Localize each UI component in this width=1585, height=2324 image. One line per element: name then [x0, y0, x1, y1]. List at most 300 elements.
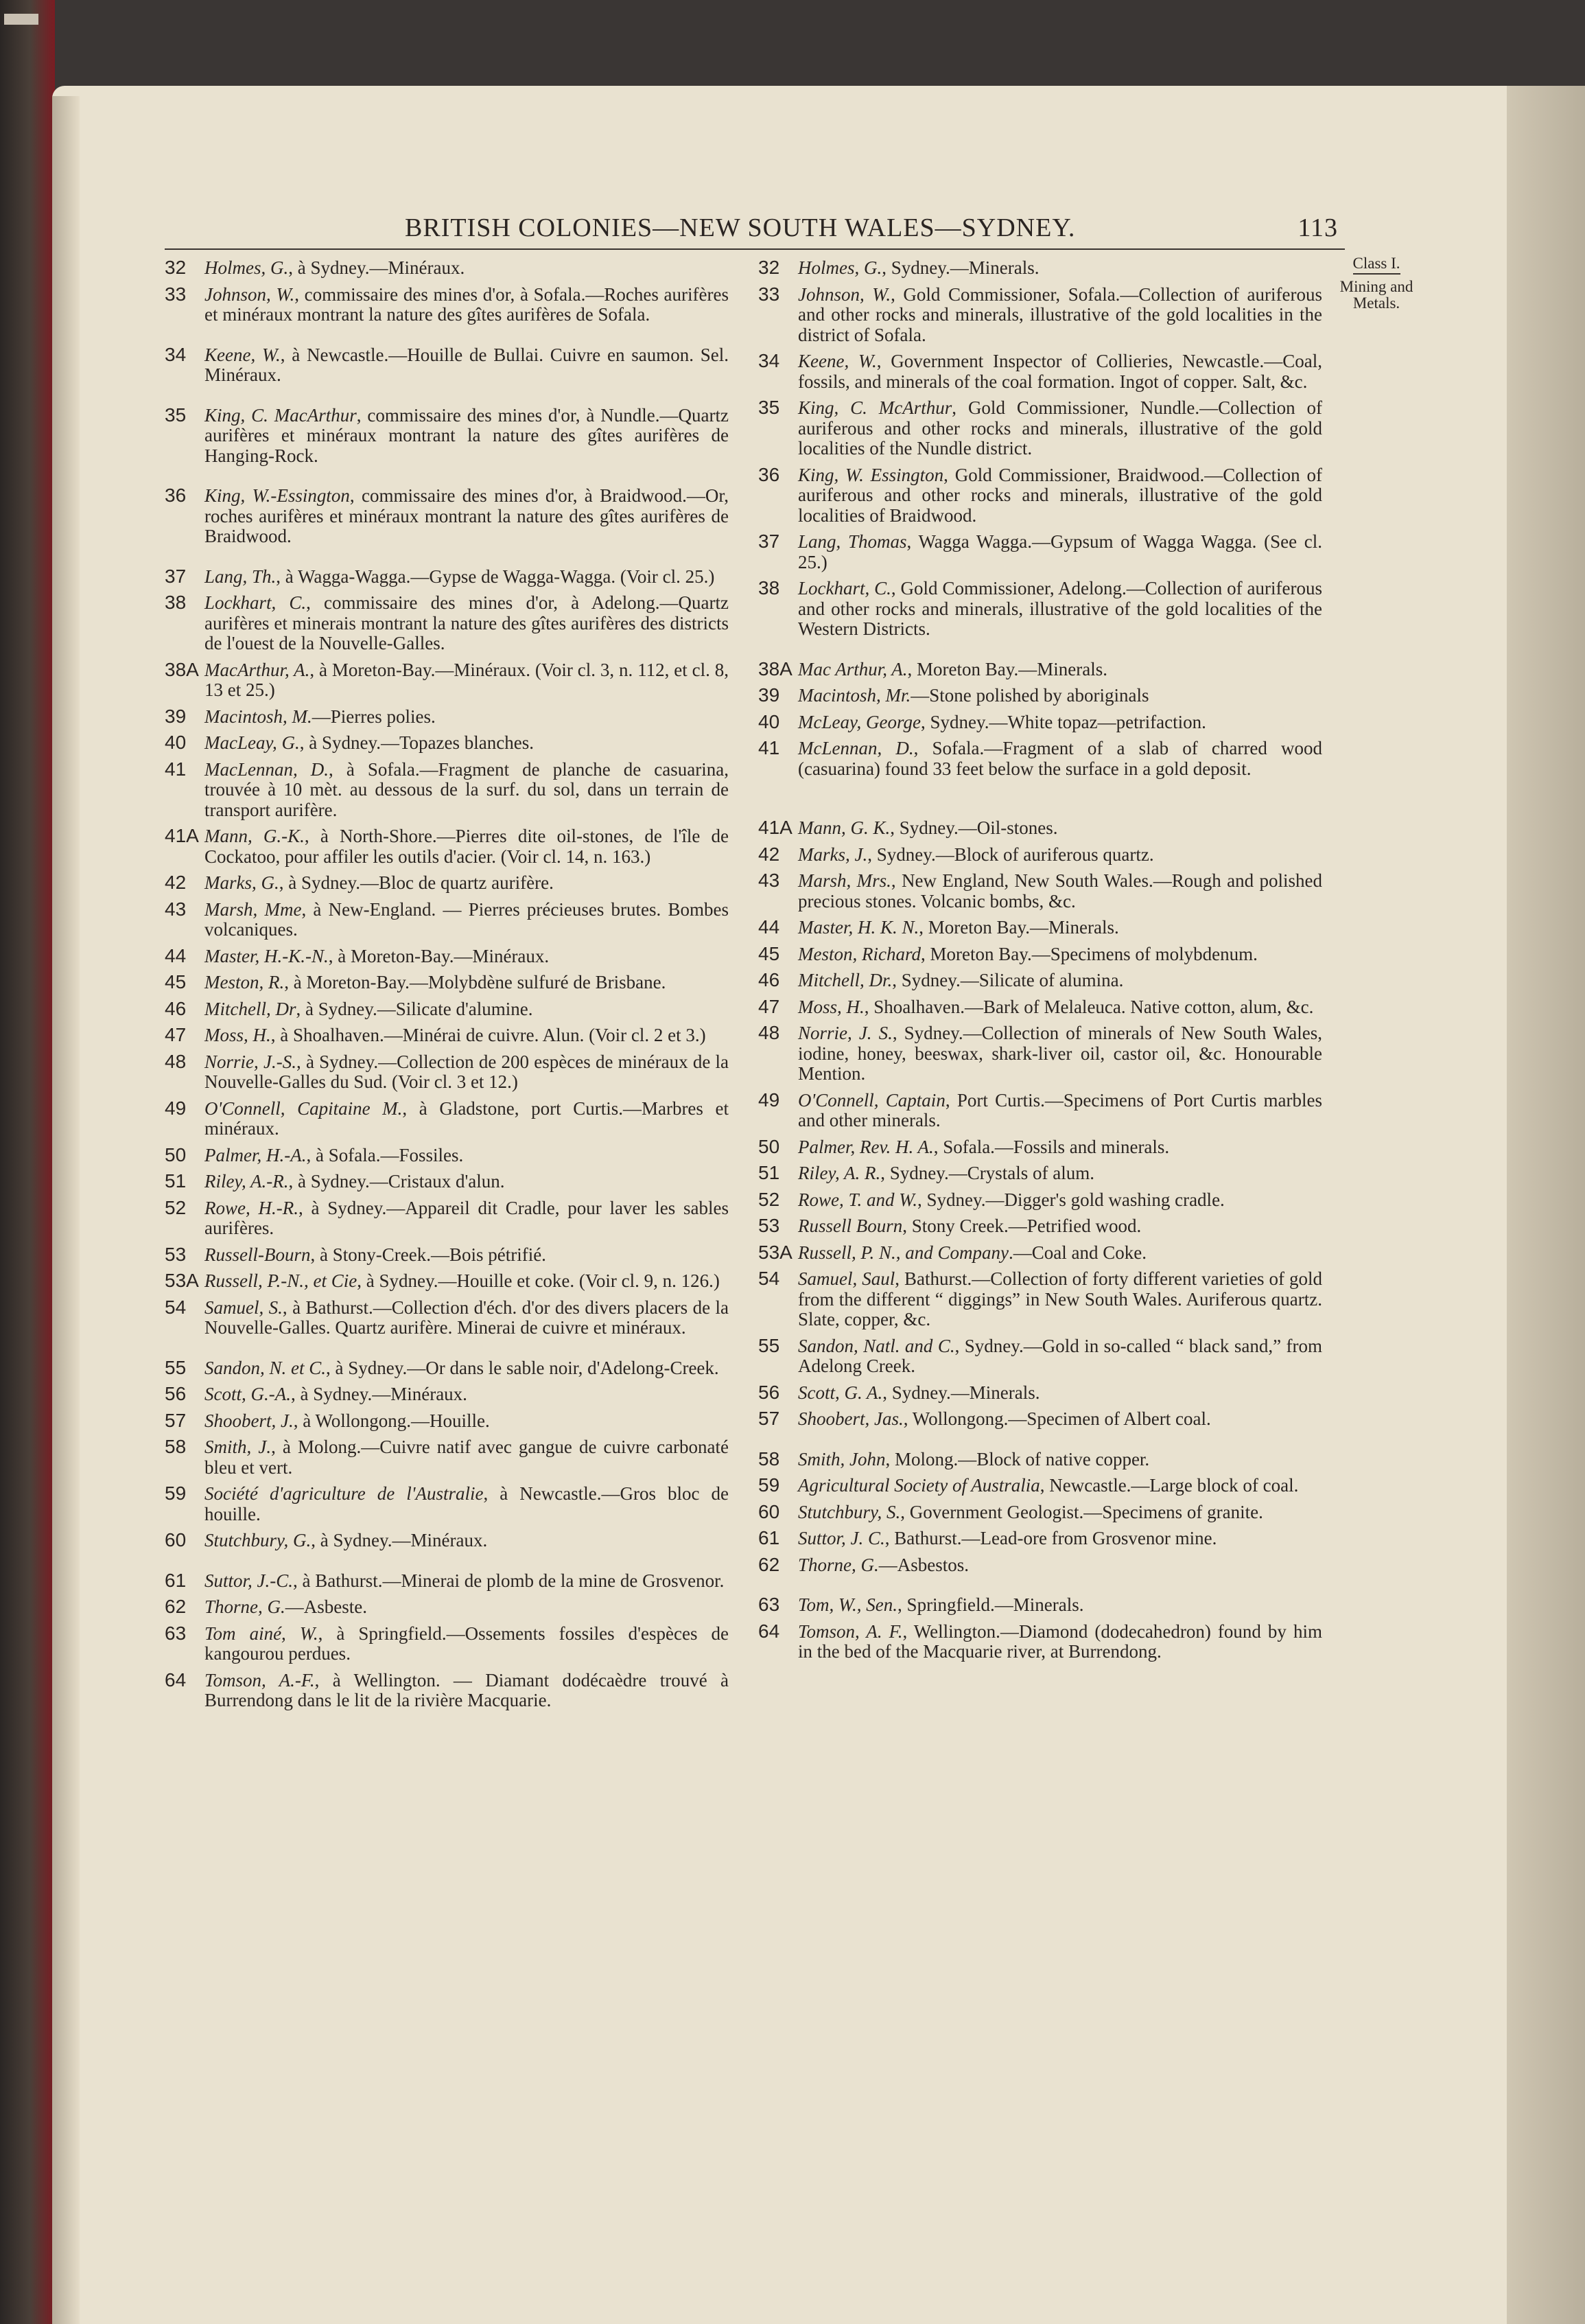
catalogue-entry [165, 872, 729, 894]
entry-number: 61 [758, 1527, 780, 1548]
entry-description: , à Sydney.—Cristaux d'alun. [288, 1171, 505, 1192]
exhibitor-name: Riley, A.-R. [204, 1171, 289, 1192]
entry-number: 57 [165, 1409, 187, 1431]
entry-number: 61 [165, 1569, 187, 1591]
entry-description: , à Bathurst.—Minerai de plomb de la mine de Grosvenor. [293, 1570, 725, 1591]
entry-number: 50 [758, 1135, 780, 1157]
exhibitor-name: Johnson, W. [798, 283, 891, 305]
entry-description: , à Sydney.—Minéraux. [311, 1530, 488, 1550]
catalogue-entry [165, 732, 729, 754]
entry-number: 56 [165, 1383, 187, 1404]
catalogue-entry [165, 706, 729, 728]
entry-number: 50 [165, 1143, 187, 1165]
entry-number: 62 [758, 1553, 780, 1575]
entry-description: , Sydney.—Minerals. [882, 257, 1040, 278]
entry-number: 41 [165, 758, 187, 780]
entry-description: , à Moreton-Bay.—Minéraux. [328, 945, 550, 966]
entry-number: 45 [758, 942, 780, 964]
entry-number: 42 [165, 872, 187, 893]
entry-description: , à Newcastle.—Gros bloc de houille. [204, 1483, 729, 1524]
entry-description: .—Coal and Coke. [1009, 1242, 1147, 1263]
exhibitor-name: Master, H.-K.-N. [204, 945, 329, 966]
entry-description: , à Sydney.—Silicate d'alumine. [296, 998, 533, 1019]
exhibitor-name: McLennan, D. [798, 738, 914, 758]
entry-description: , à Stony-Creek.—Bois pétrifié. [310, 1244, 546, 1265]
entry-description: , Wollongong.—Specimen of Albert coal. [903, 1408, 1211, 1429]
entry-description: , Government Geologist.—Specimens of granite. [900, 1501, 1263, 1522]
exhibitor-name: Thorne, G. [204, 1596, 285, 1617]
book-cover-edge [0, 0, 55, 2324]
exhibitor-name: Samuel, Saul [798, 1268, 895, 1289]
catalogue-entry [758, 1216, 1322, 1237]
entry-number: 53 [165, 1243, 187, 1265]
catalogue-entry [165, 345, 729, 386]
catalogue-entry [758, 1090, 1322, 1131]
entry-number: 52 [758, 1188, 780, 1210]
entry-number: 49 [758, 1089, 780, 1111]
exhibitor-name: Master, H. K. N. [798, 917, 919, 938]
class-category: Mining and Metals. [1339, 278, 1413, 312]
exhibitor-name: Macintosh, M. [204, 706, 312, 727]
exhibitor-name: Suttor, J. C. [798, 1528, 885, 1548]
entry-number: 58 [758, 1448, 780, 1469]
entry-description: , Sofala.—Fossils and minerals. [933, 1136, 1170, 1157]
exhibitor-name: McLeay, George [798, 711, 921, 732]
catalogue-entry [758, 1137, 1322, 1158]
entry-description: , à Molong.—Cuivre natif avec gangue de cuivre carbonaté bleu et vert. [204, 1437, 729, 1478]
exhibitor-name: Mac Arthur, A. [798, 658, 908, 679]
exhibitor-name: Norrie, J. S. [798, 1023, 893, 1043]
entry-number: 53A [758, 1241, 792, 1263]
catalogue-entry [758, 1163, 1322, 1184]
entry-number: 41A [165, 825, 199, 846]
catalogue-entry [758, 351, 1322, 392]
catalogue-entry [165, 660, 729, 701]
exhibitor-name: Mann, G. K. [798, 817, 891, 838]
exhibitor-name: Meston, Richard [798, 943, 921, 964]
entry-number: 51 [758, 1162, 780, 1183]
exhibitor-name: Lang, Thomas [798, 531, 907, 552]
entry-description: , Wellington.—Diamond (dodecahedron) found by him in the bed of the Macquarie river, at Burrendong. [798, 1620, 1323, 1662]
catalogue-entry [165, 1596, 729, 1618]
catalogue-entry [165, 1171, 729, 1192]
exhibitor-name: Lockhart, C. [798, 578, 891, 599]
entry-description: , à Wagga-Wagga.—Gypse de Wagga-Wagga. (Voir cl. 25.) [276, 566, 715, 587]
catalogue-entry [165, 1051, 729, 1093]
exhibitor-name: Stutchbury, S. [798, 1501, 901, 1522]
exhibitor-name: King, C. MacArthur [204, 404, 357, 426]
entry-description: —Stone polished by aboriginals [911, 685, 1149, 706]
catalogue-entry [758, 1449, 1322, 1470]
entry-number: 36 [758, 463, 780, 485]
catalogue-entry [165, 1297, 729, 1338]
catalogue-entry [758, 1555, 1322, 1576]
entry-description: , à Sydney.—Topazes blanches. [299, 732, 534, 753]
catalogue-entry [758, 1408, 1322, 1430]
entry-number: 63 [758, 1594, 780, 1615]
entry-description: , Bathurst.—Collection of forty different varieties of gold from the different “ diggings” in New South Wales. Auriferous quartz. Slate, copper, &c. [798, 1268, 1322, 1329]
catalogue-entry [758, 257, 1322, 279]
exhibitor-name: King, W.-Essington [204, 485, 350, 506]
catalogue-entry [758, 917, 1322, 938]
entry-number: 46 [165, 997, 187, 1019]
entry-description: , à Sydney.—Houille et coke. (Voir cl. 9, n. 126.) [357, 1270, 720, 1291]
exhibitor-name: Société d'agriculture de l'Australie [204, 1483, 484, 1504]
entry-description: , à Sydney.—Minéraux. [288, 257, 465, 278]
exhibitor-name: Keene, W. [798, 351, 877, 371]
entry-number: 59 [165, 1483, 187, 1504]
entry-description: —Asbeste. [285, 1596, 367, 1617]
catalogue-entry [758, 465, 1322, 526]
catalogue-entry [758, 970, 1322, 991]
entry-number: 37 [165, 565, 187, 587]
exhibitor-name: Riley, A. R. [798, 1163, 881, 1183]
page-title: BRITISH COLONIES—NEW SOUTH WALES—SYDNEY. [405, 213, 1076, 242]
entry-number: 40 [758, 710, 780, 732]
entry-description: , Sydney.—Crystals of alum. [880, 1163, 1094, 1183]
entry-description: , à Moreton-Bay.—Minéraux. (Voir cl. 3, n. 112, et cl. 8, 13 et 25.) [204, 659, 729, 700]
entry-description: , Gold Commissioner, Adelong.—Collection of auriferous and other rocks and minerals, illustrative of the gold localities of the Western Districts. [798, 578, 1322, 639]
page-number: 113 [1298, 213, 1338, 242]
entry-number: 57 [758, 1408, 780, 1429]
french-column [165, 257, 729, 1717]
exhibitor-name: King, C. McArthur [798, 397, 952, 418]
entry-number: 62 [165, 1596, 187, 1617]
entry-description: , à Wellington. — Diamant dodécaèdre trouvé à Burrendong dans le lit de la rivière Macquarie. [204, 1669, 729, 1710]
entry-number: 38 [165, 592, 187, 613]
catalogue-entry [165, 759, 729, 821]
entry-description: , Bathurst.—Lead-ore from Grosvenor mine. [884, 1528, 1217, 1548]
entry-description: , Springfield.—Minerals. [897, 1594, 1084, 1615]
catalogue-entry [165, 1384, 729, 1405]
catalogue-entry [165, 1358, 729, 1379]
exhibitor-name: Johnson, W. [204, 283, 295, 305]
entry-number: 48 [165, 1050, 187, 1072]
catalogue-entry [165, 1570, 729, 1592]
entry-description: , à Sofala.—Fossiles. [306, 1144, 464, 1165]
entry-description: , à Sydney.—Or dans le sable noir, d'Adelong-Creek. [326, 1357, 719, 1378]
entry-description: , Gold Commissioner, Braidwood.—Collection of auriferous and other rocks and minerals, illustrative of the gold localities of Braidwood. [798, 464, 1322, 526]
exhibitor-name: Suttor, J.-C. [204, 1570, 294, 1591]
entry-number: 42 [758, 843, 780, 865]
running-header [165, 213, 1345, 244]
exhibitor-name: Scott, G.-A. [204, 1384, 291, 1404]
entry-number: 43 [165, 898, 187, 920]
exhibitor-name: Lang, Th. [204, 566, 277, 587]
catalogue-entry [165, 284, 729, 325]
catalogue-entry [758, 284, 1322, 346]
book-fore-edge [1507, 86, 1585, 2324]
entry-description: , à Gladstone, port Curtis.—Marbres et minéraux. [204, 1097, 729, 1139]
catalogue-entry [758, 712, 1322, 733]
exhibitor-name: Stutchbury, G. [204, 1530, 312, 1550]
entry-number: 40 [165, 732, 187, 753]
exhibitor-name: Lockhart, C. [204, 592, 307, 613]
header-rule [165, 248, 1345, 250]
entry-description: , à Shoalhaven.—Minérai de cuivre. Alun. (Voir cl. 2 et 3.) [270, 1025, 706, 1045]
entry-number: 54 [165, 1296, 187, 1318]
entry-number: 47 [165, 1024, 187, 1045]
catalogue-entry [758, 870, 1322, 911]
entry-number: 53 [758, 1215, 780, 1236]
entry-description: , commissaire des mines d'or, à Sofala.—Roches aurifères et minéraux montrant la nature des gîtes aurifères de Sofala. [204, 283, 729, 325]
entry-number: 51 [165, 1170, 187, 1192]
catalogue-entry [758, 1594, 1322, 1616]
entry-number: 55 [165, 1356, 187, 1378]
exhibitor-name: Sandon, N. et C. [204, 1357, 327, 1378]
exhibitor-name: Russell Bourn [798, 1216, 903, 1236]
entry-description: , Moreton Bay.—Specimens of molybdenum. [920, 943, 1258, 964]
catalogue-entry [758, 944, 1322, 965]
entry-number: 38A [758, 658, 792, 679]
exhibitor-name: Shoobert, J. [204, 1410, 294, 1431]
entry-number: 56 [758, 1381, 780, 1403]
exhibitor-name: Agricultural Society of Australia [798, 1475, 1040, 1496]
entry-description: , à Sydney.—Collection de 200 espèces de minéraux de la Nouvelle-Galles du Sud. (Voir cl. 3 et 12.) [204, 1051, 729, 1092]
exhibitor-name: King, W. Essington [798, 464, 944, 485]
catalogue-entry [165, 257, 729, 279]
entry-description: , New England, New South Wales.—Rough and polished precious stones. Volcanic bombs, &c. [798, 870, 1322, 911]
entry-description: , Shoalhaven.—Bark of Melaleuca. Native cotton, alum, &c. [864, 996, 1314, 1017]
entry-number: 47 [758, 995, 780, 1017]
entry-description: , à Newcastle.—Houille de Bullai. Cuivre en saumon. Sel. Minéraux. [204, 344, 729, 385]
exhibitor-name: Shoobert, Jas. [798, 1408, 904, 1429]
entry-number: 38 [758, 577, 780, 599]
cover-mark [4, 14, 38, 25]
entry-number: 53A [165, 1270, 199, 1291]
catalogue-entry [165, 592, 729, 654]
catalogue-entry [758, 997, 1322, 1018]
catalogue-entry [165, 485, 729, 547]
exhibitor-name: O'Connell, Captain [798, 1089, 946, 1111]
entry-number: 39 [758, 684, 780, 706]
catalogue-entry [165, 1670, 729, 1711]
entry-description: , à Sofala.—Fragment de planche de casuarina, trouvée à 10 mèt. au dessous de la surf. du sol, dans un terrain de transport aurifère. [204, 758, 729, 820]
catalogue-entry [758, 578, 1322, 640]
catalogue-entry [758, 817, 1322, 839]
entry-description: , à Moreton-Bay.—Molybdène sulfuré de Brisbane. [284, 972, 666, 992]
entry-number: 33 [165, 283, 187, 305]
exhibitor-name: Mitchell, Dr [204, 998, 296, 1019]
entry-description: , Gold Commissioner, Sofala.—Collection of auriferous and other rocks and minerals, illustrative of the gold localities in the district of Sofala. [798, 283, 1322, 345]
entry-description: , Sydney.—Silicate of alumina. [892, 970, 1124, 990]
catalogue-entry [758, 1268, 1322, 1330]
exhibitor-name: Palmer, Rev. H. A. [798, 1136, 934, 1157]
exhibitor-name: Moss, H. [798, 996, 865, 1017]
entry-description: , Gold Commissioner, Nundle.—Collection of auriferous and other rocks and minerals, illustrative of the gold localities of the Nundle district. [798, 397, 1322, 458]
class-sidenote [1335, 255, 1418, 312]
catalogue-entry [165, 1623, 729, 1664]
entry-number: 34 [758, 350, 780, 371]
entry-description: , à Sydney.—Minéraux. [290, 1384, 467, 1404]
catalogue-entry [165, 1244, 729, 1266]
entry-description: , Newcastle.—Large block of coal. [1040, 1475, 1299, 1496]
entry-description: , Moreton Bay.—Minerals. [907, 658, 1107, 679]
exhibitor-name: Meston, R. [204, 972, 285, 992]
entry-description: , commissaire des mines d'or, à Adelong.—Quartz aurifères et minerais montrant la nature des gîtes aurifères des districts de l'ouest de la Nouvelle-Galles. [204, 592, 729, 653]
exhibitor-name: Sandon, Natl. and C. [798, 1335, 955, 1356]
exhibitor-name: Mitchell, Dr. [798, 970, 893, 990]
catalogue-entry [165, 1025, 729, 1046]
catalogue-entry [758, 659, 1322, 680]
entry-description: , à Sydney.—Appareil dit Cradle, pour laver les sables aurifères. [204, 1197, 729, 1238]
catalogue-entry [758, 1336, 1322, 1377]
exhibitor-name: Moss, H. [204, 1025, 271, 1045]
entry-description: , Molong.—Block of native copper. [885, 1448, 1150, 1469]
exhibitor-name: MacArthur, A. [204, 659, 310, 680]
exhibitor-name: Marsh, Mme [204, 898, 302, 920]
exhibitor-name: Mann, G.-K. [204, 826, 305, 846]
entry-description: , Sydney.—Gold in so-called “ black sand,” from Adelong Creek. [798, 1335, 1322, 1376]
entry-number: 52 [165, 1196, 187, 1218]
entry-number: 54 [758, 1268, 780, 1289]
entry-number: 38A [165, 658, 199, 680]
exhibitor-name: Russell, P. N., and Company [798, 1242, 1009, 1263]
catalogue-entry [758, 1475, 1322, 1496]
exhibitor-name: Tom, W., Sen. [798, 1594, 898, 1615]
exhibitor-name: MacLennan, D. [204, 758, 329, 780]
catalogue-entry [758, 1502, 1322, 1523]
catalogue-entry [165, 999, 729, 1020]
entry-number: 46 [758, 969, 780, 990]
entry-number: 60 [165, 1529, 187, 1550]
catalogue-entry [758, 1189, 1322, 1211]
catalogue-entry [165, 946, 729, 967]
entry-number: 60 [758, 1500, 780, 1522]
catalogue-entry [165, 972, 729, 993]
exhibitor-name: MacLeay, G. [204, 732, 300, 753]
entry-number: 45 [165, 971, 187, 992]
catalogue-entry [165, 1410, 729, 1432]
entry-description: , à Sydney.—Bloc de quartz aurifère. [279, 872, 554, 893]
exhibitor-name: Rowe, T. and W. [798, 1189, 918, 1210]
entry-number: 48 [758, 1022, 780, 1043]
entry-number: 64 [165, 1669, 187, 1690]
exhibitor-name: Macintosh, Mr. [798, 685, 911, 706]
catalogue-entry [165, 405, 729, 467]
entry-description: , Sydney.—Block of auriferous quartz. [867, 844, 1154, 865]
page-gutter [52, 96, 80, 2324]
entry-description: , Port Curtis.—Specimens of Port Curtis marbles and other minerals. [798, 1089, 1323, 1130]
exhibitor-name: O'Connell, Capitaine M. [204, 1097, 403, 1119]
exhibitor-name: Norrie, J.-S. [204, 1051, 296, 1072]
catalogue-entry [165, 1270, 729, 1292]
catalogue-entry [758, 1242, 1322, 1264]
entry-description: , Moreton Bay.—Minerals. [919, 917, 1119, 938]
exhibitor-name: Scott, G. A. [798, 1382, 883, 1403]
entry-description: , commissaire des mines d'or, à Nundle.—Quartz aurifères et minéraux montrant la nature des gîtes aurifères de Hanging-Rock. [204, 404, 729, 466]
entry-number: 43 [758, 870, 780, 891]
exhibitor-name: Smith, J. [204, 1437, 272, 1457]
entry-number: 32 [758, 257, 780, 278]
exhibitor-name: Marks, G. [204, 872, 279, 893]
exhibitor-name: Marsh, Mrs. [798, 870, 891, 891]
entry-description: , Sydney.—Minerals. [882, 1382, 1040, 1403]
entry-description: , à Springfield.—Ossements fossiles d'espèces de kangourou perdues. [204, 1623, 729, 1664]
exhibitor-name: Rowe, H.-R. [204, 1197, 298, 1218]
catalogue-entry [758, 738, 1322, 779]
entry-description: —Pierres polies. [312, 706, 436, 727]
entry-description: , à Wollongong.—Houille. [293, 1410, 490, 1431]
entry-description: , à New-England. — Pierres précieuses brutes. Bombes volcaniques. [204, 898, 729, 940]
catalogue-entry [758, 685, 1322, 706]
entry-number: 63 [165, 1622, 187, 1644]
catalogue-entry [165, 1098, 729, 1139]
exhibitor-name: Tom ainé, W. [204, 1623, 318, 1644]
catalogue-entry [758, 397, 1322, 459]
entry-number: 49 [165, 1097, 187, 1119]
entry-description: , Sydney.—Oil-stones. [890, 817, 1058, 838]
entry-description: , à North-Shore.—Pierres dite oil-stones, de l'île de Cockatoo, pour affiler les outils d'acier. (Voir cl. 14, n. 163.) [204, 826, 729, 867]
entry-number: 36 [165, 485, 187, 506]
entry-number: 35 [165, 404, 187, 426]
catalogue-entry [165, 826, 729, 867]
catalogue-entry [165, 566, 729, 588]
entry-number: 44 [758, 916, 780, 938]
exhibitor-name: Thorne, G. [798, 1554, 879, 1575]
entry-description: , Sydney.—White topaz—petrifaction. [920, 711, 1206, 732]
catalogue-entry [758, 1621, 1322, 1662]
entry-description: , Sofala.—Fragment of a slab of charred wood (casuarina) found 33 feet below the surface in a gold deposit. [798, 738, 1322, 779]
catalogue-entry [758, 1382, 1322, 1404]
catalogue-entry [165, 1437, 729, 1478]
catalogue-entry [758, 1528, 1322, 1549]
entry-description: , Government Inspector of Collieries, Newcastle.—Coal, fossils, and minerals of the coal formation. Ingot of copper. Salt, &c. [798, 351, 1322, 392]
entry-number: 35 [758, 397, 780, 418]
entry-number: 32 [165, 257, 187, 278]
entry-number: 58 [165, 1436, 187, 1457]
entry-description: , Stony Creek.—Petrified wood. [902, 1216, 1142, 1236]
entry-description: —Asbestos. [878, 1554, 970, 1575]
exhibitor-name: Tomson, A. F. [798, 1620, 903, 1642]
catalogue-entry [165, 1530, 729, 1551]
entry-number: 33 [758, 283, 780, 305]
entry-number: 41A [758, 817, 792, 838]
exhibitor-name: Samuel, S. [204, 1297, 283, 1318]
entry-description: , Wagga Wagga.—Gypsum of Wagga Wagga. (See cl. 25.) [798, 531, 1322, 572]
entry-description: , Sydney.—Collection of minerals of New South Wales, iodine, honey, beeswax, shark-liver oil, castor oil, &c. Honourable Mention. [798, 1023, 1322, 1084]
english-column [758, 257, 1322, 1668]
exhibitor-name: Russell, P.-N., et Cie [204, 1270, 357, 1291]
entry-number: 59 [758, 1474, 780, 1496]
catalogue-entry [165, 1145, 729, 1166]
entry-number: 55 [758, 1334, 780, 1356]
entry-number: 64 [758, 1620, 780, 1642]
entry-number: 41 [758, 737, 780, 758]
exhibitor-name: Russell-Bourn [204, 1244, 311, 1265]
entry-number: 44 [165, 944, 187, 966]
entry-description: , Sydney.—Digger's gold washing cradle. [917, 1189, 1225, 1210]
catalogue-entry [758, 531, 1322, 572]
entry-number: 37 [758, 531, 780, 552]
entry-description: , à Bathurst.—Collection d'éch. d'or des divers placers de la Nouvelle-Galles. Quartz aurifère. Minerai de cuivre et minéraux. [204, 1297, 729, 1338]
exhibitor-name: Holmes, G. [204, 257, 289, 278]
catalogue-entry [165, 1483, 729, 1524]
exhibitor-name: Palmer, H.-A. [204, 1144, 307, 1165]
exhibitor-name: Marks, J. [798, 844, 868, 865]
exhibitor-name: Smith, John [798, 1448, 886, 1469]
catalogue-entry [165, 899, 729, 940]
entry-number: 39 [165, 705, 187, 727]
exhibitor-name: Keene, W. [204, 344, 281, 365]
class-label: Class I. [1353, 255, 1400, 275]
catalogue-entry [165, 1198, 729, 1239]
entry-number: 34 [165, 343, 187, 365]
entry-description: , commissaire des mines d'or, à Braidwood.—Or, roches aurifères et minéraux montrant la nature des gîtes aurifères de Braidwood. [204, 485, 729, 546]
exhibitor-name: Tomson, A.-F. [204, 1669, 315, 1690]
catalogue-entry [758, 844, 1322, 865]
exhibitor-name: Holmes, G. [798, 257, 882, 278]
